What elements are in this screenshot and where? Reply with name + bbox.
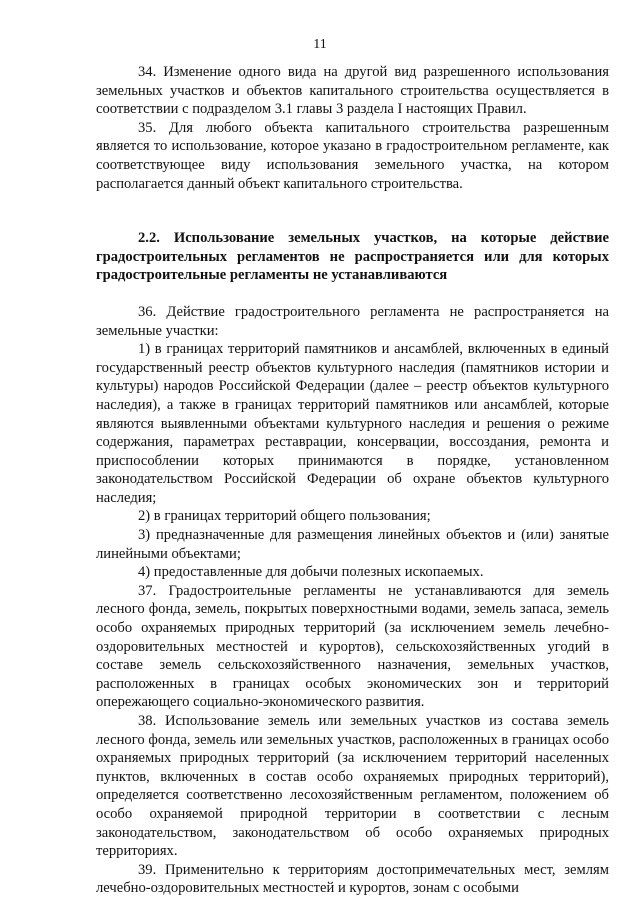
paragraph-36: 36. Действие градостроительного регламента не распространяется на земельные участки: [96,303,609,339]
list-item-4: 4) предоставленные для добычи полезных ископаемых. [138,564,484,581]
document-body [96,63,609,898]
list-item-1: 1) в границах территорий памятников и ансамблей, включенных в единый государственный реестр объектов культурного наследия (памятников истории и культуры) народов Российской Федерации (далее – реестр объектов культурного наследия), а также в границах территорий памятников или ансамблей, которые являются выявленными объектами культурного наследия и решения о режиме содержания, параметрах реставрации, консервации, воссоздания, ремонта и приспособлении которых принимаются в порядке, установленном законодательством Российской Федерации об охране объектов культурного наследия; [96,341,609,506]
paragraph-38: 38. Использование земель или земельных участков из состава земель лесного фонда, земель или земельных участков, расположенных в границах особо охраняемых природных территорий (за исключением территорий населенных пунктов, включенных в состав особо охраняемых природных территорий), определяется соответственно лесохозяйственным регламентом, положением об особо охраняемой природной территории в соответствии с лесным законодательством, законодательством об особо охраняемых природных территориях. [96,713,609,860]
list-item-2: 2) в границах территорий общего пользования; [138,508,431,525]
list-item-3: 3) предназначенные для размещения линейных объектов и (или) занятые линейными объектами; [96,527,609,562]
page-number: 11 [313,37,327,52]
paragraph-35: 35. Для любого объекта капитального строительства разрешенным является то использование, которое указано в градостроительном регламенте, как соответствующее виду использования земельного участка, на котором располагается данный объект капитального строительства. [96,119,609,192]
section-heading-2-2: 2.2. Использование земельных участков, на которые действие градостроительных регламентов не распространяется или для которых градостроительные регламенты не устанавливаются [96,230,609,284]
paragraph-39: 39. Применительно к территориям достопримечательных мест, землям лечебно-оздоровительных местностей и курортов, зонам с особыми [96,861,609,897]
paragraph-34: 34. Изменение одного вида на другой вид разрешенного использования земельных участков и объектов капитального строительства осуществляется в соответствии с подразделом 3.1 главы 3 раздела I настоящих Правил. [96,64,609,118]
paragraph-37: 37. Градостроительные регламенты не устанавливаются для земель лесного фонда, земель, покрытых поверхностными водами, земель запаса, земель особо охраняемых природных территорий (за исключением земель лечебно-оздоровительных местностей и курортов), сельскохозяйственных угодий в составе земель сельскохозяйственного назначения, земельных участков, расположенных в границах особых экономических зон и территорий опережающего социально-экономического развития. [96,582,609,711]
